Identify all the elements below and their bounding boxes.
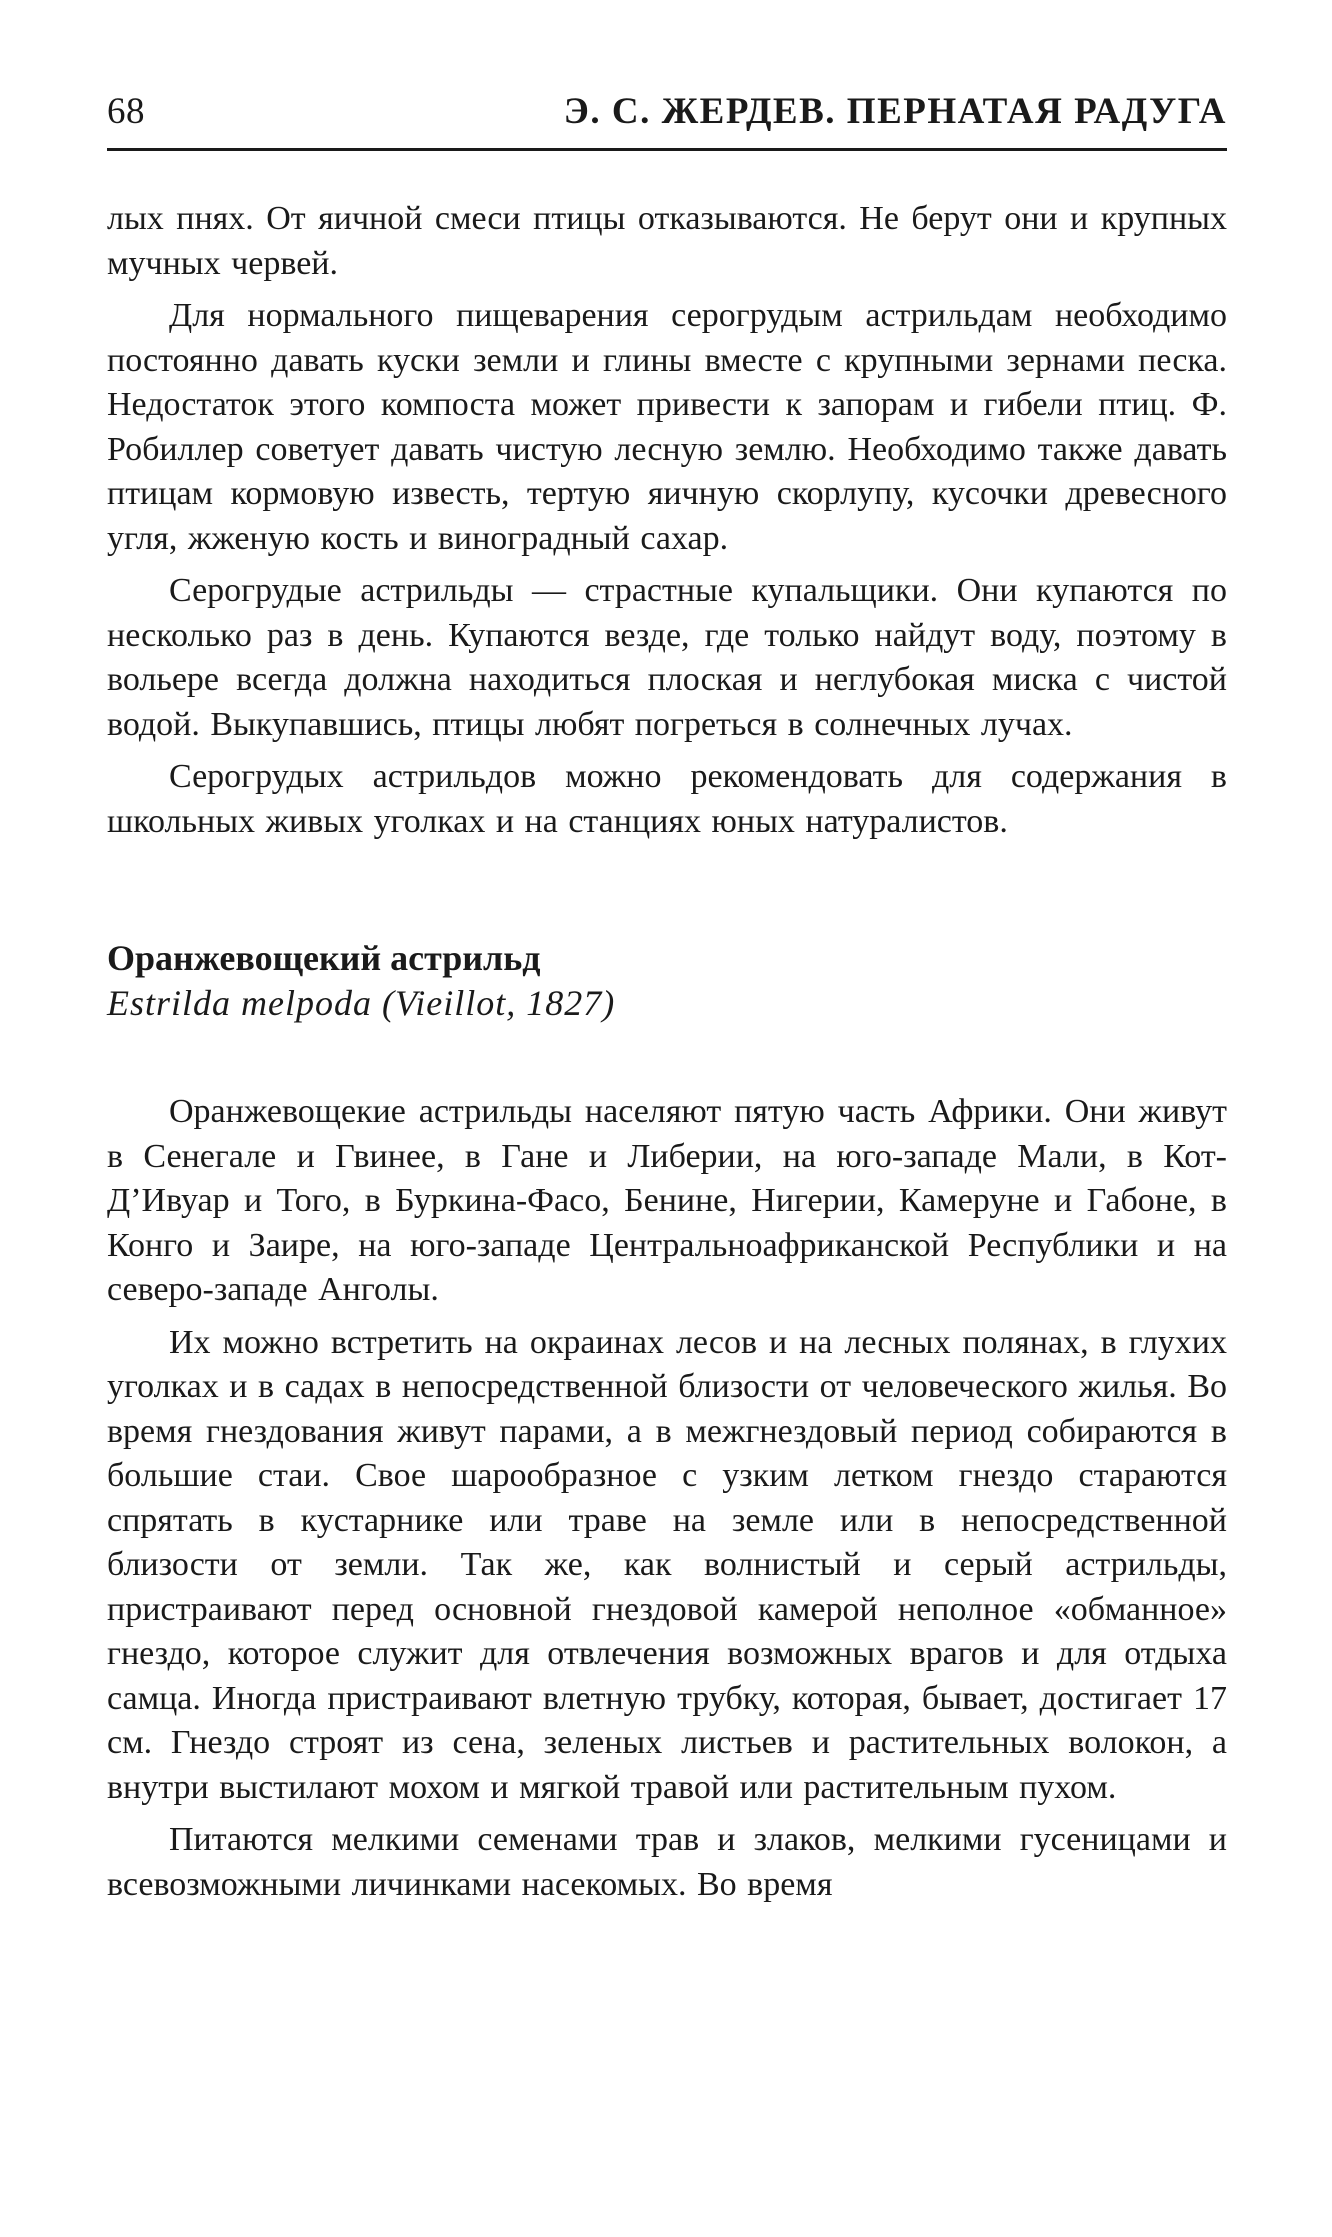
paragraph: Серогрудые астрильды — страстные купальщики. Они купаются по несколько раз в день. Купаются везде, где только найдут воду, поэтому в вольере всегда должна находиться плоская и неглубокая миска с чистой водой. Выкупавшись, птицы любят погреться в солнечных лучах. [107,572,1227,743]
section-heading [107,936,1227,1026]
species-title: Оранжевощекий астрильд [107,938,541,978]
species-latin-name: Estrilda melpoda (Vieillot, 1827) [107,983,616,1023]
paragraph: Оранжевощекие астрильды населяют пятую часть Африки. Они живут в Сенегале и Гвинее, в Гане и Либерии, на юго-западе Мали, в Кот-Д’Ивуар и Того, в Буркина-Фасо, Бенине, Нигерии, Камеруне и Габоне, в Конго и Заире, на юго-западе Центральноафриканской Республики и на северо-западе Анголы. [107,1093,1227,1308]
paragraph: Для нормального пищеварения серогрудым астрильдам необходимо постоянно давать куски земли и глины вместе с крупными зернами песка. Недостаток этого компоста может привести к запорам и гибели птиц. Ф. Робиллер советует давать чистую лесную землю. Необходимо также давать птицам кормовую известь, тертую яичную скорлупу, кусочки древесного угля, жженую кость и виноградный сахар. [107,297,1227,557]
paragraph: Питаются мелкими семенами трав и злаков, мелкими гусеницами и всевозможными личинками насекомых. Во время [107,1821,1227,1903]
paragraph: Их можно встретить на окраинах лесов и на лесных полянах, в глухих уголках и в садах в непосредственной близости от человеческого жилья. Во время гнездования живут парами, а в межгнездовый период собираются в большие стаи. Свое шарообразное с узким летком гнездо стараются спрятать в кустарнике или траве на земле или в непосредственной близости от земли. Так же, как волнистый и серый астрильды, пристраивают перед основной гнездовой камерой неполное «обманное» гнездо, которое служит для отвлечения возможных врагов и для отдыха самца. Иногда пристраивают влетную трубку, которая, бывает, достигает 17 см. Гнездо строят из сена, зеленых листьев и растительных волокон, а внутри выстилают мохом и мягкой травой или растительным пухом. [107,1323,1227,1806]
body-text [107,197,1227,844]
running-header [107,90,1227,151]
page-number: 68 [107,91,145,132]
book-page [107,90,1227,1915]
paragraph: лых пнях. От яичной смеси птицы отказываются. Не берут они и крупных мучных червей. [107,200,1227,282]
section-body [107,1090,1227,1907]
running-title: Э. С. ЖЕРДЕВ. ПЕРНАТАЯ РАДУГА [563,91,1227,132]
paragraph: Серогрудых астрильдов можно рекомендовать для содержания в школьных живых уголках и на станциях юных натуралистов. [107,758,1227,840]
